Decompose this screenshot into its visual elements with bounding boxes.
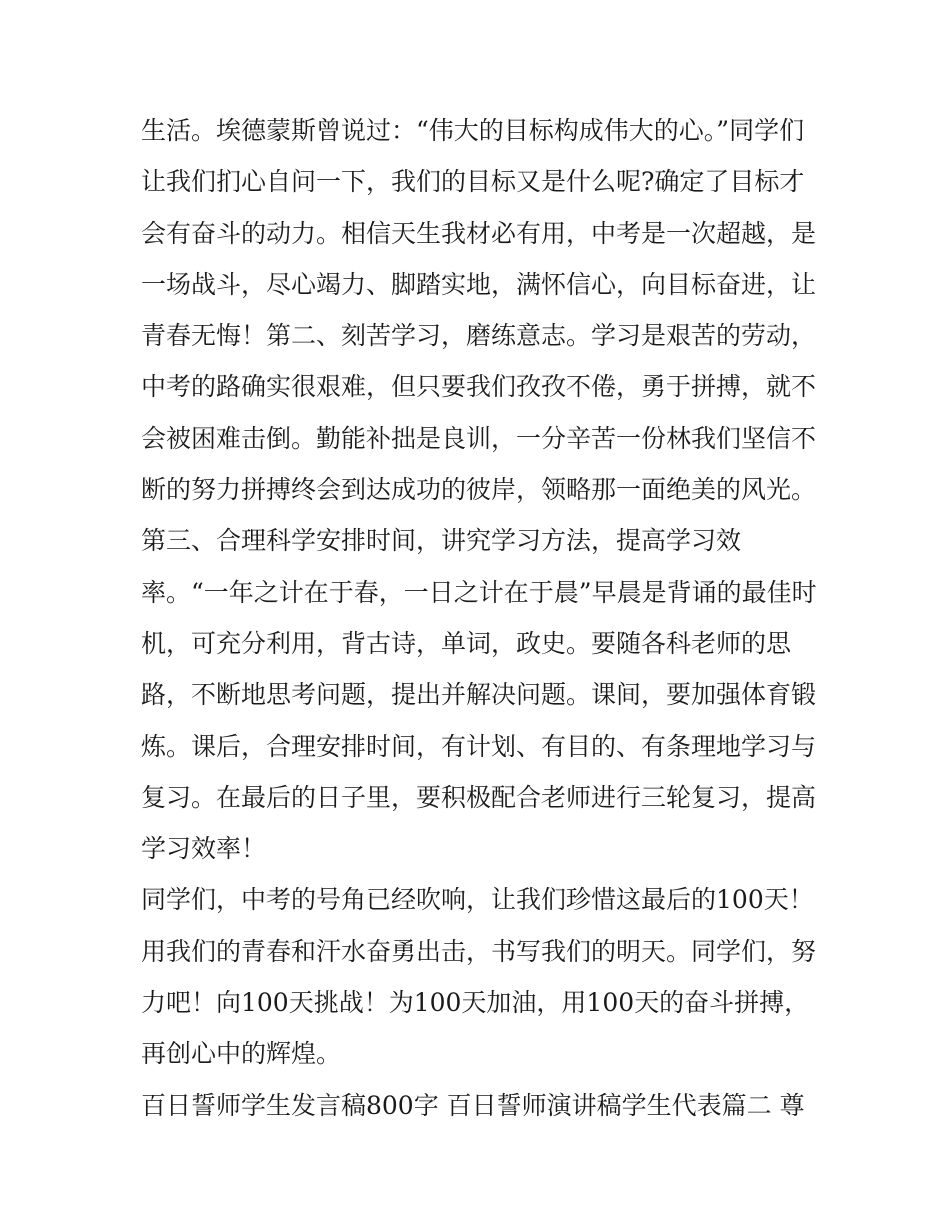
text-line: 一场战斗，尽心竭力、脚踏实地，满怀信心，向目标奋进，让: [141, 269, 817, 299]
body-text: [141, 108, 821, 1134]
text-line: 会被困难击倒。勤能补拙是良训，一分辛苦一份林我们坚信不: [141, 423, 817, 453]
text-line: 力吧！向100天挑战！为100天加油，用100天的奋斗拼搏，: [141, 988, 810, 1018]
text-line: 会有奋斗的动力。相信天生我材必有用，中考是一次超越，是: [141, 218, 817, 248]
text-line: 同学们，中考的号角已经吹响，让我们珍惜这最后的100天！: [141, 885, 814, 915]
text-line: 生活。埃德蒙斯曾说过：“伟大的目标构成伟大的心。”同学们: [141, 116, 805, 145]
text-line: 率。“一年之计在于春，一日之计在于晨”早晨是背诵的最佳时: [141, 577, 817, 607]
text-line: 学习效率！: [141, 834, 267, 864]
text-line: 路，不断地思考问题，提出并解决问题。课间，要加强体育锻: [141, 680, 817, 710]
text-line: 中考的路确实很艰难，但只要我们孜孜不倦，勇于拼搏，就不: [141, 372, 817, 402]
text-line: 第三、合理科学安排时间，讲究学习方法，提高学习效: [141, 526, 742, 556]
text-line: 复习。在最后的日子里，要积极配合老师进行三轮复习，提高: [141, 782, 817, 812]
text-line: 让我们扪心自问一下，我们的目标又是什么呢?确定了目标才: [141, 167, 805, 197]
text-line: 百日誓师学生发言稿800字 百日誓师演讲稿学生代表篇二 尊: [141, 1090, 805, 1120]
text-line: 青春无悔！第二、刻苦学习，磨练意志。学习是艰苦的劳动，: [141, 321, 817, 351]
text-line: 炼。课后，合理安排时间，有计划、有目的、有条理地学习与: [141, 731, 817, 761]
text-line: 断的努力拼搏终会到达成功的彼岸，领略那一面绝美的风光。: [141, 475, 817, 505]
text-line: 再创心中的辉煌。: [141, 1039, 342, 1069]
text-line: 机，可充分利用，背古诗，单词，政史。要随各科老师的思: [141, 628, 792, 658]
text-line: 用我们的青春和汗水奋勇出击，书写我们的明天。同学们，努: [141, 936, 817, 966]
